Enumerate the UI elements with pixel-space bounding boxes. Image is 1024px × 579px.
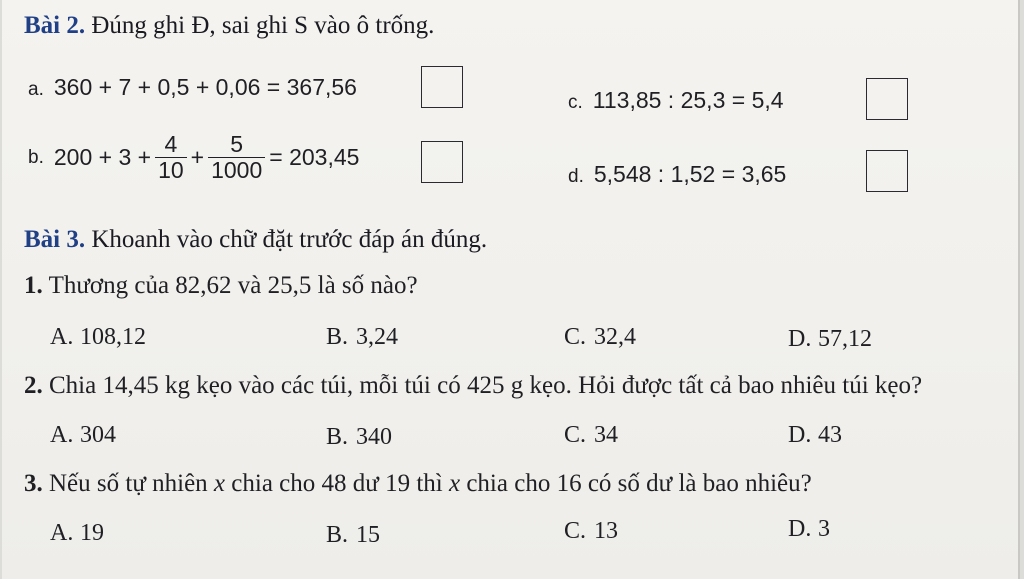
fraction-4-10: [155, 132, 187, 184]
option-letter: D.: [788, 516, 812, 542]
q3-option-b[interactable]: [326, 522, 380, 549]
question-3-text-after: chia cho 16 có số dư là bao nhiêu?: [466, 470, 812, 497]
bai3-number: Bài 3.: [24, 226, 86, 253]
question-3-number: 3.: [24, 470, 43, 497]
fraction-denominator: 1000: [211, 157, 263, 184]
option-value: 43: [818, 422, 842, 448]
option-value: 340: [356, 424, 392, 450]
question-3: [24, 470, 812, 498]
option-letter: C.: [564, 518, 587, 544]
q1-option-b[interactable]: [326, 324, 398, 351]
q2-option-b[interactable]: [326, 424, 392, 451]
q2-option-a[interactable]: [50, 422, 116, 449]
item-d-expr: 5,548 : 1,52 = 3,65: [593, 161, 787, 187]
answer-box-a[interactable]: [421, 66, 463, 108]
item-c-label: c.: [568, 92, 583, 113]
question-3-text-middle: chia cho 48 dư 19 thì: [231, 470, 443, 497]
option-value: 32,4: [594, 324, 636, 350]
fraction-numerator: 5: [230, 131, 244, 157]
question-3-var-x: x: [448, 470, 461, 497]
q1-option-d[interactable]: [788, 326, 872, 353]
item-b: [28, 132, 359, 184]
option-value: 3,24: [356, 324, 398, 350]
fraction-5-1000: [208, 132, 265, 184]
question-1-number: 1.: [24, 272, 43, 299]
option-letter: A.: [50, 324, 74, 350]
question-3-var-x: x: [213, 470, 226, 497]
item-c: [568, 87, 784, 114]
item-c-expr: 113,85 : 25,3 = 5,4: [592, 87, 784, 113]
item-b-post: = 203,45: [269, 144, 360, 171]
bai3-heading: [24, 226, 487, 254]
question-3-text-before: Nếu số tự nhiên: [49, 470, 208, 497]
option-letter: A.: [50, 422, 74, 448]
option-value: 57,12: [818, 326, 872, 352]
question-2: [24, 372, 922, 400]
option-value: 304: [80, 422, 116, 448]
fraction-denominator: 10: [158, 157, 184, 184]
option-letter: A.: [50, 520, 74, 546]
answer-box-b[interactable]: [421, 141, 463, 183]
q2-option-d[interactable]: [788, 422, 842, 449]
item-d-label: d.: [568, 166, 584, 187]
option-letter: B.: [326, 424, 349, 450]
option-value: 15: [356, 522, 380, 548]
option-letter: C.: [564, 422, 587, 448]
option-value: 19: [80, 520, 104, 546]
option-letter: D.: [788, 422, 812, 448]
item-d: [568, 161, 786, 188]
option-value: 34: [594, 422, 618, 448]
item-b-pre: 200 + 3 +: [53, 144, 152, 171]
item-b-plus: +: [190, 144, 205, 171]
q1-option-c[interactable]: [564, 324, 636, 351]
question-1: [24, 272, 418, 300]
option-value: 13: [594, 518, 618, 544]
item-a-label: a.: [28, 79, 44, 100]
option-letter: D.: [788, 326, 812, 352]
q3-option-d[interactable]: [788, 516, 830, 543]
q2-option-c[interactable]: [564, 422, 618, 449]
q3-option-a[interactable]: [50, 520, 104, 547]
worksheet-page: [2, 0, 1020, 579]
bai2-title: Đúng ghi Đ, sai ghi S vào ô trống.: [91, 12, 435, 39]
fraction-numerator: 4: [164, 131, 178, 157]
answer-box-d[interactable]: [866, 150, 908, 192]
question-1-text: Thương của 82,62 và 25,5 là số nào?: [48, 272, 418, 299]
bai3-title: Khoanh vào chữ đặt trước đáp án đúng.: [91, 226, 488, 253]
q1-option-a[interactable]: [50, 324, 146, 351]
bai2-heading: [24, 12, 434, 40]
item-a-expr: 360 + 7 + 0,5 + 0,06 = 367,56: [53, 74, 357, 100]
question-2-number: 2.: [24, 372, 43, 399]
item-b-label: b.: [28, 146, 44, 168]
option-value: 3: [818, 516, 830, 542]
option-value: 108,12: [80, 324, 146, 350]
option-letter: B.: [326, 324, 349, 350]
bai2-number: Bài 2.: [24, 12, 86, 39]
option-letter: B.: [326, 522, 349, 548]
q3-option-c[interactable]: [564, 518, 618, 545]
answer-box-c[interactable]: [866, 78, 908, 120]
option-letter: C.: [564, 324, 587, 350]
question-2-text: Chia 14,45 kg kẹo vào các túi, mỗi túi có 425 g kẹo. Hỏi được tất cả bao nhiêu túi kẹo?: [49, 372, 923, 399]
item-a: [28, 74, 357, 101]
